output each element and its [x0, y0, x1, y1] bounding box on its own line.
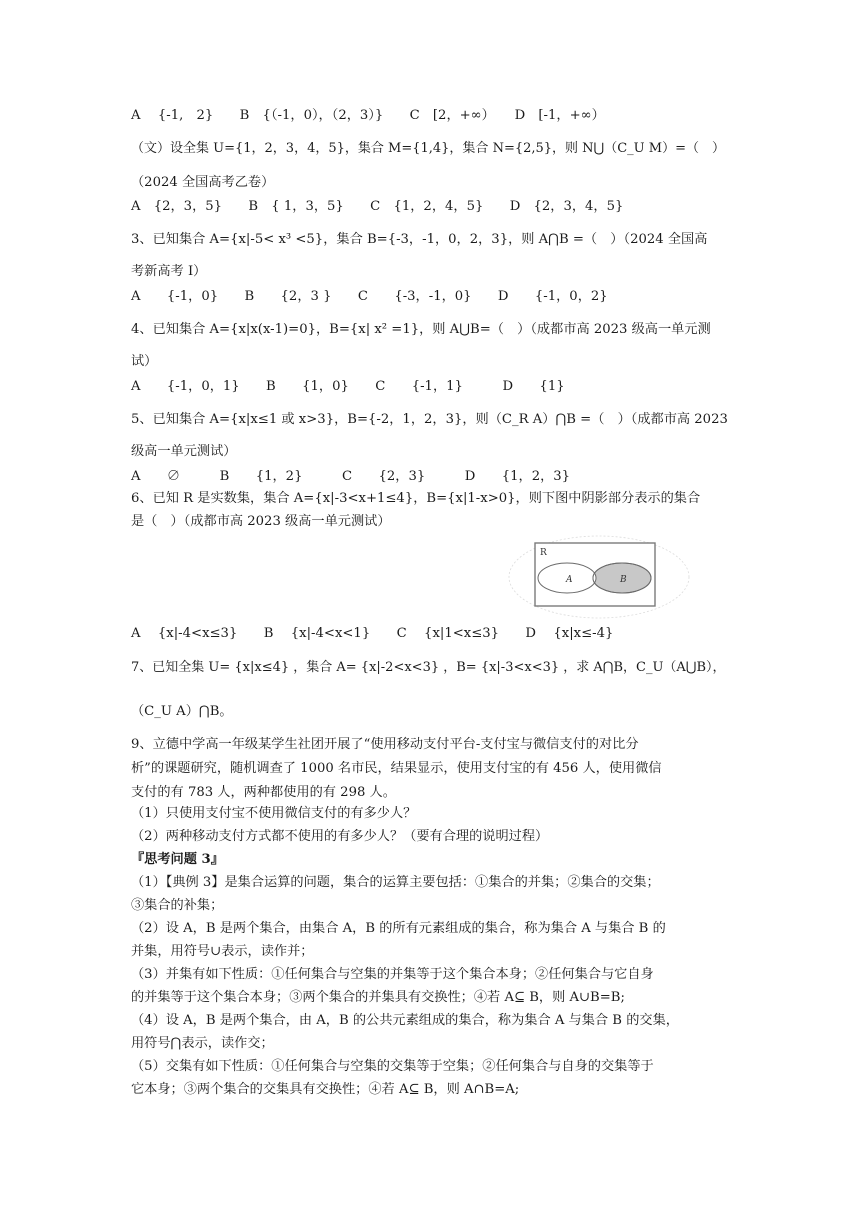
think-p1-b: ③集合的补集； — [131, 898, 224, 913]
think-p3-a: （3）并集有如下性质：①任何集合与空集的并集等于这个集合本身；②任何集合与它自身 — [131, 967, 654, 982]
q9-part-1: （1）只使用支付宝不使用微信支付的有多少人？ — [131, 806, 417, 821]
q6-source: 是（ ）（成都市高 2023 级高一单元测试） — [131, 514, 391, 529]
q7-stem: 7、已知全集 U= {x|x≤4} ，集合 A= {x|-2<x<3} ，B= {x|-3<x<3} ，求 A⋂B，C_U（A⋃B）， — [131, 660, 726, 675]
think-p2-a: （2）设 A，B 是两个集合，由集合 A，B 的所有元素组成的集合，称为集合 A 与集合 B 的 — [131, 921, 666, 936]
think-heading: 『思考问题 3』 — [131, 852, 224, 867]
q9-stem-1: 9、立德中学高一年级某学生社团开展了“使用移动支付平台-支付宝与微信支付的对比分 — [131, 737, 639, 752]
venn-universe-label: R — [540, 548, 547, 558]
q4-source: 试） — [131, 354, 158, 369]
venn-set-a-label: A — [566, 575, 573, 585]
venn-diagram — [508, 535, 690, 620]
think-p3-b: 的并集等于这个集合本身；③两个集合的并集具有交换性；④若 A⊆ B，则 A∪B=B; — [131, 990, 625, 1005]
q4-stem: 4、已知集合 A={x|x(x-1)=0}，B={x| x² =1}，则 A⋃B=（ ）（成都市高 2023 级高一单元测 — [131, 322, 711, 337]
think-p5-b: 它本身；③两个集合的交集具有交换性；④若 A⊆ B，则 A∩B=A; — [131, 1082, 520, 1097]
q5-source: 级高一单元测试） — [131, 444, 237, 459]
q9-part-2: （2）两种移动支付方式都不使用的有多少人？（要有合理的说明过程） — [131, 829, 549, 844]
q6-stem: 6、已知 R 是实数集，集合 A={x|-3<x+1≤4}，B={x|1-x>0}，则下图中阴影部分表示的集合 — [131, 491, 701, 506]
think-p5-a: （5）交集有如下性质：①任何集合与空集的交集等于空集；②任何集合与自身的交集等于 — [131, 1059, 654, 1074]
think-p1-a: （1）【典例 3】是集合运算的问题，集合的运算主要包括：①集合的并集；②集合的交集； — [131, 875, 660, 890]
q-wen-source: （2024 全国高考乙卷） — [131, 175, 275, 190]
q4-options: A {-1，0，1} B {1，0} C {-1，1} D {1} — [131, 379, 565, 394]
q3-source: 考新高考 I） — [131, 264, 207, 279]
think-p4-a: （4）设 A，B 是两个集合，由 A，B 的公共元素组成的集合，称为集合 A 与集合 B 的交集， — [131, 1013, 679, 1028]
q3-stem: 3、已知集合 A={x|-5< x³ <5}，集合 B={-3，-1，0，2，3}，则 A⋂B =（ ）（2024 全国高 — [131, 232, 708, 247]
q3-options: A {-1，0} B {2，3 } C {-3，-1，0} D {-1，0，2} — [131, 289, 608, 304]
q-wen-stem: （文）设全集 U={1，2，3，4，5}，集合 M={1,4}，集合 N={2,5}，则 N⋃（C_U M）=（ ） — [131, 141, 725, 156]
venn-set-b-label: B — [620, 575, 627, 585]
q-wen-options: A {2，3，5} B { 1，3，5} C {1，2，4，5} D {2，3，4，5} — [131, 199, 624, 214]
q5-stem: 5、已知集合 A={x|x≤1 或 x>3}，B={-2，1，2，3}，则（C_R A）⋂B =（ ）（成都市高 2023 — [131, 412, 728, 427]
q5-options: A ∅ B {1，2} C {2，3} D {1，2，3} — [131, 469, 571, 484]
q-prev-options: A {-1, 2} B {（-1，0），（2，3）} C [2，+∞） D [-1，+∞） — [131, 108, 605, 123]
q6-options: A {x|-4<x≤3} B {x|-4<x<1} C {x|1<x≤3} D {x|x≤-4} — [131, 626, 614, 641]
think-p2-b: 并集，用符号∪表示，读作并； — [131, 944, 314, 959]
q9-stem-2: 析”的课题研究，随机调查了 1000 名市民，结果显示，使用支付宝的有 456 人，使用微信 — [131, 761, 662, 776]
q7-stem-cont: （C_U A）⋂B。 — [131, 704, 233, 719]
q9-stem-3: 支付的有 783 人，两种都使用的有 298 人。 — [131, 785, 396, 800]
think-p4-b: 用符号⋂表示，读作交； — [131, 1036, 274, 1051]
